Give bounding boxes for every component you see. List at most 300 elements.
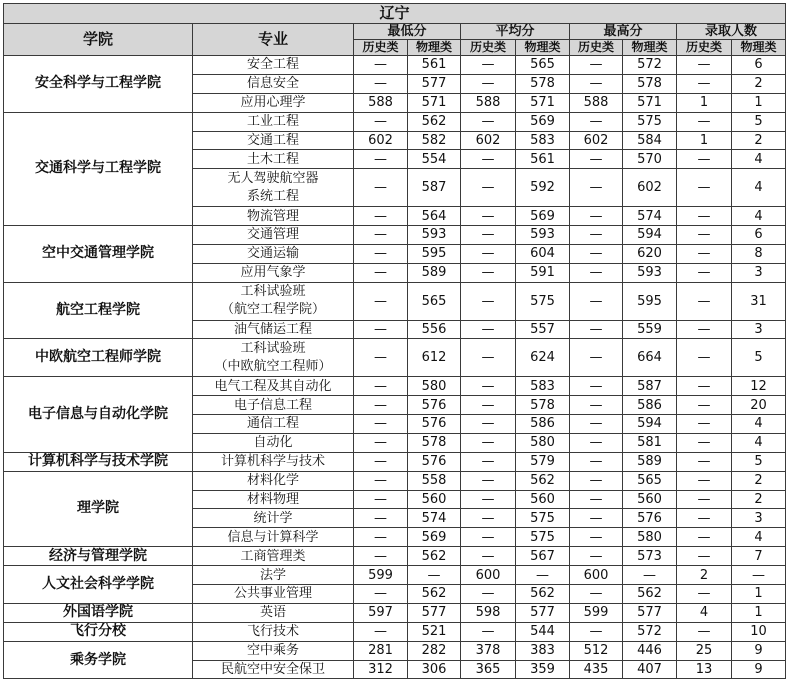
count-history-cell: — — [677, 226, 732, 245]
min-history-header: 历史类 — [354, 40, 408, 56]
table-row — [4, 339, 786, 377]
max-history-cell: — — [570, 207, 623, 226]
max-physics-cell: 594 — [623, 226, 677, 245]
count-physics-cell: 4 — [732, 414, 786, 433]
min-history-cell: 602 — [354, 131, 408, 150]
admission-score-table — [3, 3, 786, 679]
count-physics-cell: 2 — [732, 471, 786, 490]
avg-physics-cell: 624 — [516, 339, 570, 377]
min-physics-cell: 580 — [408, 377, 461, 396]
avg-history-cell: — — [461, 528, 516, 547]
avg-physics-cell: 569 — [516, 207, 570, 226]
min-physics-cell: 554 — [408, 150, 461, 169]
major-name-line: （航空工程学院） — [220, 302, 325, 318]
major-name-cell: 公共事业管理 — [193, 584, 354, 603]
min-history-cell: — — [354, 263, 408, 282]
max-physics-cell: 574 — [623, 207, 677, 226]
count-history-cell: — — [677, 244, 732, 263]
max-history-cell: — — [570, 396, 623, 415]
major-name-cell: 交通管理 — [193, 226, 354, 245]
count-history-cell: — — [677, 169, 732, 207]
major-name-line: 系统工程 — [246, 188, 299, 204]
min-physics-cell: 587 — [408, 169, 461, 207]
count-physics-cell: 3 — [732, 263, 786, 282]
max-history-header: 历史类 — [570, 40, 623, 56]
min-history-cell: — — [354, 396, 408, 415]
count-physics-cell: 5 — [732, 112, 786, 131]
min-history-cell: — — [354, 207, 408, 226]
table-row — [4, 547, 786, 566]
max-physics-cell: 570 — [623, 150, 677, 169]
count-history-cell: 25 — [677, 641, 732, 660]
max-physics-cell: 575 — [623, 112, 677, 131]
max-history-cell: — — [570, 282, 623, 320]
min-score-header: 最低分 — [354, 24, 461, 40]
min-physics-cell: 556 — [408, 320, 461, 339]
avg-physics-cell: 591 — [516, 263, 570, 282]
min-history-cell: 599 — [354, 566, 408, 585]
major-name-cell: 法学 — [193, 566, 354, 585]
count-history-cell: 1 — [677, 131, 732, 150]
min-history-cell: — — [354, 377, 408, 396]
count-history-cell: — — [677, 452, 732, 471]
count-physics-cell: 8 — [732, 244, 786, 263]
max-physics-cell: 595 — [623, 282, 677, 320]
count-physics-cell: 4 — [732, 207, 786, 226]
count-physics-cell: 9 — [732, 641, 786, 660]
major-name-cell — [193, 282, 354, 320]
max-history-cell: — — [570, 339, 623, 377]
max-history-cell: — — [570, 622, 623, 641]
avg-physics-cell: 562 — [516, 471, 570, 490]
count-physics-cell: 4 — [732, 433, 786, 452]
avg-physics-cell: 583 — [516, 131, 570, 150]
max-physics-cell: 571 — [623, 93, 677, 112]
min-physics-cell: 595 — [408, 244, 461, 263]
avg-physics-cell: 580 — [516, 433, 570, 452]
min-physics-cell: 562 — [408, 547, 461, 566]
avg-history-cell: — — [461, 112, 516, 131]
count-history-cell: 1 — [677, 93, 732, 112]
count-history-cell: 4 — [677, 603, 732, 622]
avg-physics-cell: 569 — [516, 112, 570, 131]
avg-history-cell: — — [461, 226, 516, 245]
table-row — [4, 471, 786, 490]
avg-physics-cell: 583 — [516, 377, 570, 396]
max-physics-cell: 586 — [623, 396, 677, 415]
avg-physics-cell: 575 — [516, 528, 570, 547]
count-history-cell: — — [677, 490, 732, 509]
count-physics-cell: 1 — [732, 603, 786, 622]
min-history-cell: — — [354, 622, 408, 641]
count-history-cell: — — [677, 282, 732, 320]
min-physics-cell: 558 — [408, 471, 461, 490]
major-name-cell: 安全工程 — [193, 56, 354, 75]
avg-physics-cell: 578 — [516, 396, 570, 415]
table-row — [4, 377, 786, 396]
max-physics-cell: 594 — [623, 414, 677, 433]
avg-history-cell: — — [461, 396, 516, 415]
avg-physics-cell: 579 — [516, 452, 570, 471]
max-history-cell: — — [570, 414, 623, 433]
avg-history-cell: — — [461, 282, 516, 320]
major-name-cell: 电子信息工程 — [193, 396, 354, 415]
avg-history-cell: — — [461, 150, 516, 169]
major-name-cell: 飞行技术 — [193, 622, 354, 641]
avg-history-cell: — — [461, 244, 516, 263]
min-physics-cell: 577 — [408, 603, 461, 622]
min-physics-cell: 306 — [408, 660, 461, 679]
min-history-cell: — — [354, 150, 408, 169]
college-name-cell: 经济与管理学院 — [4, 547, 193, 566]
max-history-cell: — — [570, 244, 623, 263]
table-row — [4, 622, 786, 641]
avg-physics-cell: 561 — [516, 150, 570, 169]
college-name-cell: 中欧航空工程师学院 — [4, 339, 193, 377]
count-physics-cell: 4 — [732, 528, 786, 547]
major-name-cell: 工业工程 — [193, 112, 354, 131]
min-history-cell: — — [354, 584, 408, 603]
table-row — [4, 226, 786, 245]
major-name-cell: 信息安全 — [193, 74, 354, 93]
major-name-cell: 空中乘务 — [193, 641, 354, 660]
max-history-cell: — — [570, 74, 623, 93]
min-history-cell: — — [354, 112, 408, 131]
count-history-cell: — — [677, 339, 732, 377]
max-score-header: 最高分 — [570, 24, 677, 40]
count-history-cell: — — [677, 320, 732, 339]
college-name-cell: 人文社会科学学院 — [4, 566, 193, 604]
table-row — [4, 641, 786, 660]
count-history-cell: — — [677, 207, 732, 226]
major-name-cell: 土木工程 — [193, 150, 354, 169]
min-history-cell: 588 — [354, 93, 408, 112]
major-name-cell: 材料物理 — [193, 490, 354, 509]
college-name-cell: 外国语学院 — [4, 603, 193, 622]
avg-history-cell: — — [461, 74, 516, 93]
min-history-cell: — — [354, 547, 408, 566]
avg-history-cell: — — [461, 584, 516, 603]
avg-history-cell: 378 — [461, 641, 516, 660]
college-name-cell: 安全科学与工程学院 — [4, 56, 193, 113]
min-history-cell: — — [354, 74, 408, 93]
avg-physics-cell: — — [516, 566, 570, 585]
count-physics-cell: 2 — [732, 131, 786, 150]
college-name-cell: 理学院 — [4, 471, 193, 547]
min-history-cell: — — [354, 169, 408, 207]
count-history-cell: — — [677, 263, 732, 282]
major-name-cell: 应用气象学 — [193, 263, 354, 282]
avg-physics-cell: 560 — [516, 490, 570, 509]
count-physics-cell: 2 — [732, 490, 786, 509]
avg-history-cell: — — [461, 547, 516, 566]
count-physics-cell: 4 — [732, 169, 786, 207]
college-name-cell: 电子信息与自动化学院 — [4, 377, 193, 453]
count-history-cell: — — [677, 414, 732, 433]
college-name-cell: 交通科学与工程学院 — [4, 112, 193, 225]
min-history-cell: — — [354, 226, 408, 245]
max-history-cell: — — [570, 452, 623, 471]
min-physics-cell: 564 — [408, 207, 461, 226]
count-history-cell: — — [677, 509, 732, 528]
max-physics-cell: 664 — [623, 339, 677, 377]
count-history-cell: — — [677, 528, 732, 547]
min-history-cell: — — [354, 528, 408, 547]
major-name-line: 无人驾驶航空器 — [227, 170, 319, 186]
count-physics-cell: 6 — [732, 56, 786, 75]
min-history-cell: — — [354, 471, 408, 490]
max-history-cell: — — [570, 471, 623, 490]
admitted-count-header: 录取人数 — [677, 24, 786, 40]
count-physics-cell: 12 — [732, 377, 786, 396]
avg-history-cell: 365 — [461, 660, 516, 679]
max-history-cell: — — [570, 509, 623, 528]
avg-physics-cell: 359 — [516, 660, 570, 679]
max-physics-cell: 602 — [623, 169, 677, 207]
avg-physics-cell: 562 — [516, 584, 570, 603]
college-name-cell: 航空工程学院 — [4, 282, 193, 339]
major-name-cell: 材料化学 — [193, 471, 354, 490]
max-history-cell: — — [570, 150, 623, 169]
max-history-cell: 600 — [570, 566, 623, 585]
major-name-cell — [193, 169, 354, 207]
min-physics-cell: 560 — [408, 490, 461, 509]
major-name-cell: 工商管理类 — [193, 547, 354, 566]
count-history-cell: — — [677, 584, 732, 603]
min-history-cell: — — [354, 433, 408, 452]
avg-physics-header: 物理类 — [516, 40, 570, 56]
avg-history-cell: 602 — [461, 131, 516, 150]
count-history-cell: — — [677, 471, 732, 490]
major-name-cell — [193, 339, 354, 377]
count-physics-cell: 4 — [732, 150, 786, 169]
avg-history-cell: — — [461, 56, 516, 75]
count-physics-cell: 1 — [732, 93, 786, 112]
major-name-line: （中欧航空工程师） — [214, 358, 332, 374]
max-physics-cell: 407 — [623, 660, 677, 679]
major-name-cell: 统计学 — [193, 509, 354, 528]
major-name-cell: 电气工程及其自动化 — [193, 377, 354, 396]
avg-physics-cell: 575 — [516, 509, 570, 528]
min-history-cell: — — [354, 339, 408, 377]
min-history-cell: 312 — [354, 660, 408, 679]
max-physics-cell: 580 — [623, 528, 677, 547]
min-physics-cell: 593 — [408, 226, 461, 245]
major-name-cell: 应用心理学 — [193, 93, 354, 112]
count-history-cell: — — [677, 377, 732, 396]
table-row — [4, 282, 786, 320]
max-history-cell: — — [570, 263, 623, 282]
avg-history-cell: — — [461, 377, 516, 396]
avg-physics-cell: 592 — [516, 169, 570, 207]
max-history-cell: 435 — [570, 660, 623, 679]
max-physics-cell: 572 — [623, 56, 677, 75]
max-history-cell: — — [570, 226, 623, 245]
avg-history-cell: — — [461, 490, 516, 509]
min-physics-cell: 562 — [408, 112, 461, 131]
count-physics-cell: 1 — [732, 584, 786, 603]
avg-history-cell: — — [461, 169, 516, 207]
min-physics-cell: 571 — [408, 93, 461, 112]
max-history-cell: 599 — [570, 603, 623, 622]
min-physics-cell: 574 — [408, 509, 461, 528]
avg-history-header: 历史类 — [461, 40, 516, 56]
table-row — [4, 566, 786, 585]
min-physics-cell: 562 — [408, 584, 461, 603]
major-name-cell: 油气储运工程 — [193, 320, 354, 339]
min-physics-cell: 612 — [408, 339, 461, 377]
table-row — [4, 56, 786, 75]
table-title: 辽宁 — [4, 4, 786, 24]
table-row — [4, 112, 786, 131]
max-physics-header: 物理类 — [623, 40, 677, 56]
max-history-cell: 588 — [570, 93, 623, 112]
max-physics-cell: 581 — [623, 433, 677, 452]
count-physics-cell: 7 — [732, 547, 786, 566]
count-physics-cell: 5 — [732, 339, 786, 377]
count-physics-cell: 5 — [732, 452, 786, 471]
max-physics-cell: 589 — [623, 452, 677, 471]
major-name-cell: 信息与计算科学 — [193, 528, 354, 547]
avg-physics-cell: 593 — [516, 226, 570, 245]
min-physics-cell: 521 — [408, 622, 461, 641]
min-history-cell: — — [354, 509, 408, 528]
major-name-cell: 计算机科学与技术 — [193, 452, 354, 471]
max-physics-cell: 560 — [623, 490, 677, 509]
avg-history-cell: — — [461, 433, 516, 452]
max-history-cell: 512 — [570, 641, 623, 660]
college-name-cell: 计算机科学与技术学院 — [4, 452, 193, 471]
min-history-cell: — — [354, 414, 408, 433]
max-history-cell: — — [570, 56, 623, 75]
major-column-header: 专业 — [193, 24, 354, 56]
count-physics-cell: 20 — [732, 396, 786, 415]
count-physics-cell: 3 — [732, 509, 786, 528]
min-physics-cell: 576 — [408, 414, 461, 433]
max-physics-cell: 572 — [623, 622, 677, 641]
avg-physics-cell: 586 — [516, 414, 570, 433]
min-physics-cell: 561 — [408, 56, 461, 75]
avg-history-cell: — — [461, 509, 516, 528]
max-physics-cell: 584 — [623, 131, 677, 150]
avg-physics-cell: 571 — [516, 93, 570, 112]
max-history-cell: — — [570, 433, 623, 452]
max-history-cell: — — [570, 584, 623, 603]
major-name-line: 工科试验班 — [240, 284, 306, 300]
count-physics-cell: — — [732, 566, 786, 585]
count-physics-cell: 3 — [732, 320, 786, 339]
avg-history-cell: — — [461, 339, 516, 377]
avg-history-cell: — — [461, 414, 516, 433]
avg-history-cell: — — [461, 263, 516, 282]
avg-history-cell: 598 — [461, 603, 516, 622]
avg-history-cell: — — [461, 320, 516, 339]
avg-history-cell: — — [461, 207, 516, 226]
avg-physics-cell: 577 — [516, 603, 570, 622]
count-history-header: 历史类 — [677, 40, 732, 56]
min-history-cell: — — [354, 452, 408, 471]
college-name-cell: 空中交通管理学院 — [4, 226, 193, 283]
min-physics-cell: 577 — [408, 74, 461, 93]
max-physics-cell: 562 — [623, 584, 677, 603]
min-history-cell: — — [354, 490, 408, 509]
max-physics-cell: 578 — [623, 74, 677, 93]
min-physics-cell: 576 — [408, 396, 461, 415]
count-history-cell: 13 — [677, 660, 732, 679]
max-physics-cell: 559 — [623, 320, 677, 339]
min-physics-cell: 565 — [408, 282, 461, 320]
max-physics-cell: 446 — [623, 641, 677, 660]
max-history-cell: — — [570, 377, 623, 396]
max-history-cell: 602 — [570, 131, 623, 150]
min-history-cell: — — [354, 56, 408, 75]
min-physics-cell: 282 — [408, 641, 461, 660]
count-history-cell: 2 — [677, 566, 732, 585]
avg-history-cell: 600 — [461, 566, 516, 585]
avg-physics-cell: 575 — [516, 282, 570, 320]
major-name-cell: 通信工程 — [193, 414, 354, 433]
avg-physics-cell: 557 — [516, 320, 570, 339]
avg-score-header: 平均分 — [461, 24, 570, 40]
count-history-cell: — — [677, 622, 732, 641]
count-physics-cell: 2 — [732, 74, 786, 93]
avg-history-cell: — — [461, 471, 516, 490]
min-history-cell: — — [354, 282, 408, 320]
avg-history-cell: — — [461, 622, 516, 641]
min-physics-cell: — — [408, 566, 461, 585]
major-name-cell: 民航空中安全保卫 — [193, 660, 354, 679]
min-physics-cell: 578 — [408, 433, 461, 452]
major-name-cell: 物流管理 — [193, 207, 354, 226]
count-physics-header: 物理类 — [732, 40, 786, 56]
min-physics-cell: 582 — [408, 131, 461, 150]
table-row — [4, 452, 786, 471]
count-history-cell: — — [677, 433, 732, 452]
count-physics-cell: 9 — [732, 660, 786, 679]
avg-physics-cell: 578 — [516, 74, 570, 93]
avg-physics-cell: 383 — [516, 641, 570, 660]
count-history-cell: — — [677, 74, 732, 93]
major-name-cell: 交通运输 — [193, 244, 354, 263]
count-physics-cell: 31 — [732, 282, 786, 320]
max-physics-cell: 576 — [623, 509, 677, 528]
max-history-cell: — — [570, 547, 623, 566]
table-row — [4, 603, 786, 622]
major-name-cell: 英语 — [193, 603, 354, 622]
min-physics-cell: 589 — [408, 263, 461, 282]
count-physics-cell: 6 — [732, 226, 786, 245]
max-history-cell: — — [570, 320, 623, 339]
max-physics-cell: 565 — [623, 471, 677, 490]
avg-physics-cell: 604 — [516, 244, 570, 263]
major-name-cell: 交通工程 — [193, 131, 354, 150]
max-physics-cell: — — [623, 566, 677, 585]
count-history-cell: — — [677, 547, 732, 566]
max-history-cell: — — [570, 490, 623, 509]
max-physics-cell: 587 — [623, 377, 677, 396]
min-history-cell: — — [354, 320, 408, 339]
max-physics-cell: 593 — [623, 263, 677, 282]
min-history-cell: — — [354, 244, 408, 263]
count-history-cell: — — [677, 56, 732, 75]
count-history-cell: — — [677, 150, 732, 169]
max-physics-cell: 573 — [623, 547, 677, 566]
college-column-header: 学院 — [4, 24, 193, 56]
college-name-cell: 乘务学院 — [4, 641, 193, 679]
min-history-cell: 597 — [354, 603, 408, 622]
avg-physics-cell: 544 — [516, 622, 570, 641]
avg-history-cell: — — [461, 452, 516, 471]
